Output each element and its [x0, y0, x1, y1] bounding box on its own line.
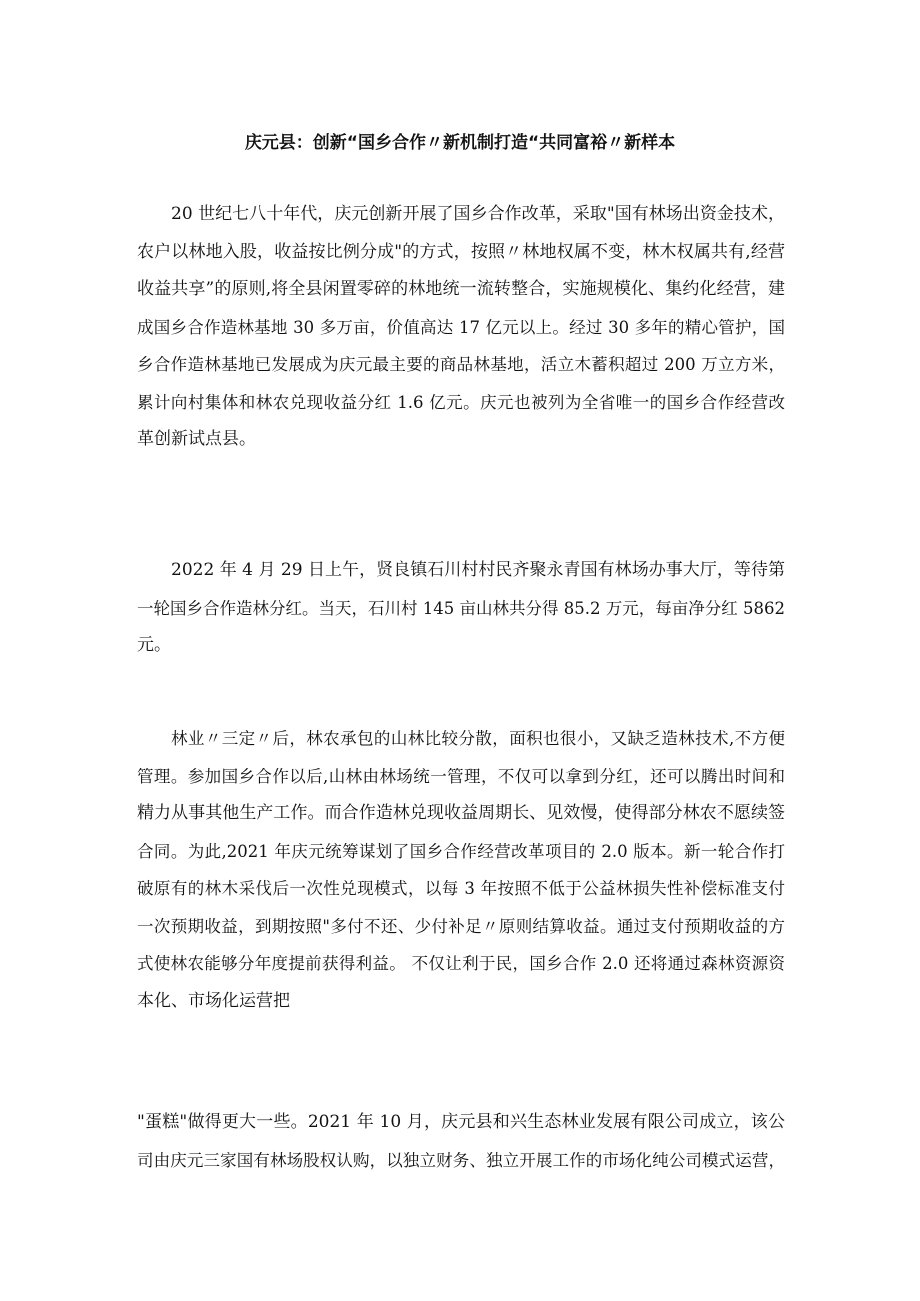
paragraph-4	[137, 1104, 785, 1179]
document-title: 庆元县：创新“国乡合作〃新机制打造“共同富裕〃新样本	[244, 133, 676, 153]
paragraph-line: 林业〃三定〃后，林农承包的山林比较分散，面积也很小，又缺乏造林技术,不方便	[171, 729, 785, 748]
paragraph-line: 破原有的林木采伐后一次性兑现模式，以每 3 年按照不低于公益林损失性补偿标准支付	[137, 879, 785, 898]
paragraph-line: 司由庆元三家国有林场股权认购，以独立财务、独立开展工作的市场化纯公司模式运营，	[137, 1150, 785, 1170]
paragraph-line: 累计向村集体和林农兑现收益分红 1.6 亿元。庆元也被列为全省唯一的国乡合作经营改	[137, 392, 785, 412]
paragraph-line: 管理。参加国乡合作以后,山林由林场统一管理，不仅可以拿到分红，还可以腾出时间和	[137, 766, 785, 786]
paragraph-line: "蛋糕"做得更大一些。2021 年 10 月，庆元县和兴生态林业发展有限公司成立，该公	[137, 1112, 785, 1132]
paragraph-line: 收益共享”的原则,将全县闲置零碎的林地统一流转整合，实施规模化、集约化经营，建	[137, 279, 785, 299]
paragraph-2	[137, 552, 785, 665]
paragraph-line: 成国乡合作造林基地 30 多万亩，价值高达 17 亿元以上。经过 30 多年的精心管护，国	[137, 317, 785, 337]
paragraph-line: 20 世纪七八十年代，庆元创新开展了国乡合作改革，采取"国有林场出资金技术，	[171, 204, 785, 224]
paragraph-line: 元。	[137, 635, 171, 655]
paragraph-line: 精力从事其他生产工作。而合作造林兑现收益周期长、见效慢，使得部分林农不愿续签	[137, 803, 785, 823]
paragraph-line: 式使林农能够分年度提前获得利益。 不仅让利于民，国乡合作 2.0 还将通过森林资源资	[137, 954, 785, 973]
paragraph-line: 合同。为此,2021 年庆元统筹谋划了国乡合作经营改革项目的 2.0 版本。新一轮合作打	[137, 841, 785, 861]
paragraph-line: 农户以林地入股，收益按比例分成"的方式，按照〃林地权属不变，林木权属共有,经营	[137, 241, 785, 262]
paragraph-line: 本化、市场化运营把	[137, 990, 290, 1011]
paragraph-line: 2022 年 4 月 29 日上午，贤良镇石川村村民齐聚永青国有林场办事大厅，等待第	[171, 560, 785, 580]
paragraph-3	[137, 720, 785, 1020]
paragraph-line: 一轮国乡合作造林分红。当天，石川村 145 亩山林共分得 85.2 万元，每亩净分红 5862	[137, 598, 785, 618]
paragraph-line: 革创新试点县。	[137, 429, 256, 449]
paragraph-line: 乡合作造林基地已发展成为庆元最主要的商品林基地，活立木蓄积超过 200 万立方米，	[137, 355, 785, 374]
paragraph-1	[137, 196, 785, 459]
paragraph-line: 一次预期收益，到期按照"多付不还、少付补足〃原则结算收益。通过支付预期收益的方	[137, 916, 785, 936]
